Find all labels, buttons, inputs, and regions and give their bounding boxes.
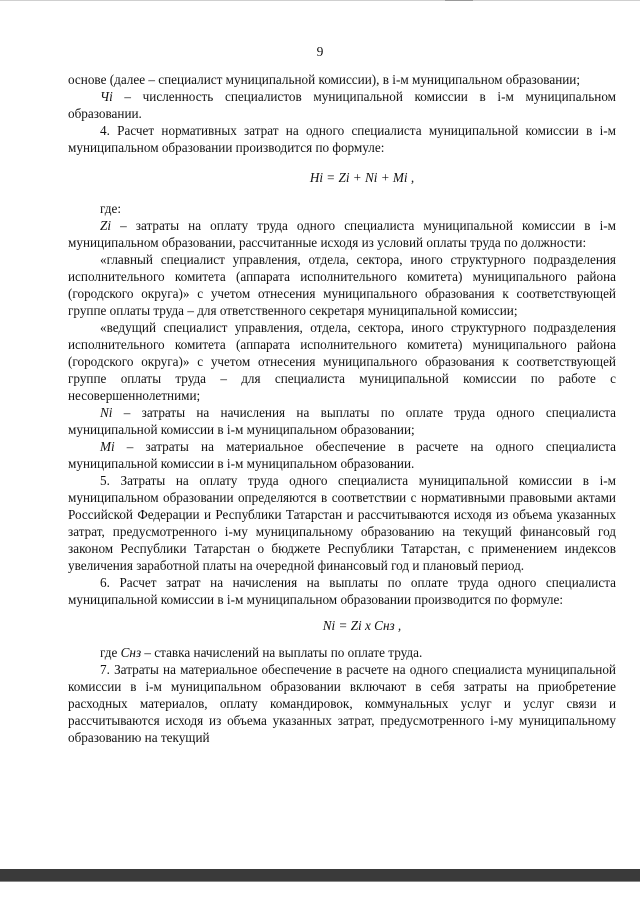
paragraph-7 [68,404,616,438]
paragraph-6: «ведущий специалист управления, отдела, сектора, иного структурного подразделения исполнительного комитета (аппарата исполнительного комитета) муниципального района (городского округа)» с учетом отнесения муниципального образования к соответствующей группе оплаты труда – для специалиста муниципальной комиссии по работе с несовершеннолетними; [68,320,616,403]
formula-ni: Ni = Zi x Снз , [322,618,402,633]
paragraph-4-text: – затраты на оплату труда одного специалиста муниципальной комиссии в i-м муниципальном образовании, рассчитанные исходя из условий оплаты труда по должности: [68,218,616,250]
variable-z: Zi [100,218,111,233]
document-body [68,71,616,746]
where-prefix: где [100,645,118,660]
paragraph-10: 6. Расчет затрат на начисления на выплаты по оплате труда одного специалиста муниципальной комиссии в i-м муниципальном образовании производится по формуле: [68,575,616,607]
paragraph-2 [68,88,616,122]
where-rest: – ставка начислений на выплаты по оплате труда. [144,645,423,660]
paragraph-4 [68,217,616,251]
scan-bottom-band [0,869,640,881]
scan-top-edge [0,0,640,1]
variable-ch: Чi [100,89,113,104]
paragraph-3: 4. Расчет нормативных затрат на одного специалиста муниципальной комиссии в i-м муниципальном образовании производится по формуле: [68,123,616,155]
paragraph-2-text: – численность специалистов муниципальной комиссии в i-м муниципальном образовании. [68,89,617,121]
paragraph-where-snz [68,644,616,661]
where-label: где: [100,201,121,216]
paragraph-5: «главный специалист управления, отдела, сектора, иного структурного подразделения исполнительного комитета (аппарата исполнительного комитета) муниципального района (городского округа)» с учетом отнесения муниципального образования к соответствующей группе оплаты труда – для ответственного секретаря муниципальной комиссии; [68,252,616,318]
paragraph-9: 5. Затраты на оплату труда одного специалиста муниципальной комиссии в i-м муниципальном образовании определяются в соответствии с нормативными правовыми актами Российской Федерации и Республики Татарстан и рассчитываются исходя из объема указанных затрат, предусмотренного i-му муниципальному образованию на текущий финансовый год законом Республики Татарстан о бюджете Республики Татарстан, с применением индексов увеличения заработной платы на очередной финансовый год и плановый период. [68,473,616,573]
scan-top-mark [445,0,473,1]
scan-bottom-edge [0,881,640,882]
paragraph-8-text: – затраты на материальное обеспечение в расчете на одного специалиста муниципальной комиссии в i-м муниципальном образовании. [68,439,617,471]
paragraph-8 [68,438,616,472]
paragraph-7-text: – затраты на начисления на выплаты по оплате труда одного специалиста муниципальной комиссии в i-м муниципальном образовании; [68,405,617,437]
variable-snz: Снз [120,645,142,660]
variable-m: Mi [100,439,115,454]
formula-hi: Hi = Zi + Ni + Mi , [309,170,415,185]
paragraph-11: 7. Затраты на материальное обеспечение в расчете на одного специалиста муниципальной комиссии в i-м муниципальном образовании включают в себя затраты на приобретение расходных материалов, оплату командировок, коммунальных услуг и услуг связи и рассчитываются исходя из объема указанных затрат, предусмотренного i-му муниципальному образованию на текущий [68,662,616,745]
page-number: 9 [316,44,324,59]
variable-n: Ni [100,405,113,420]
paragraph-1: основе (далее – специалист муниципальной комиссии), в i-м муниципальном образовании; [68,72,581,87]
